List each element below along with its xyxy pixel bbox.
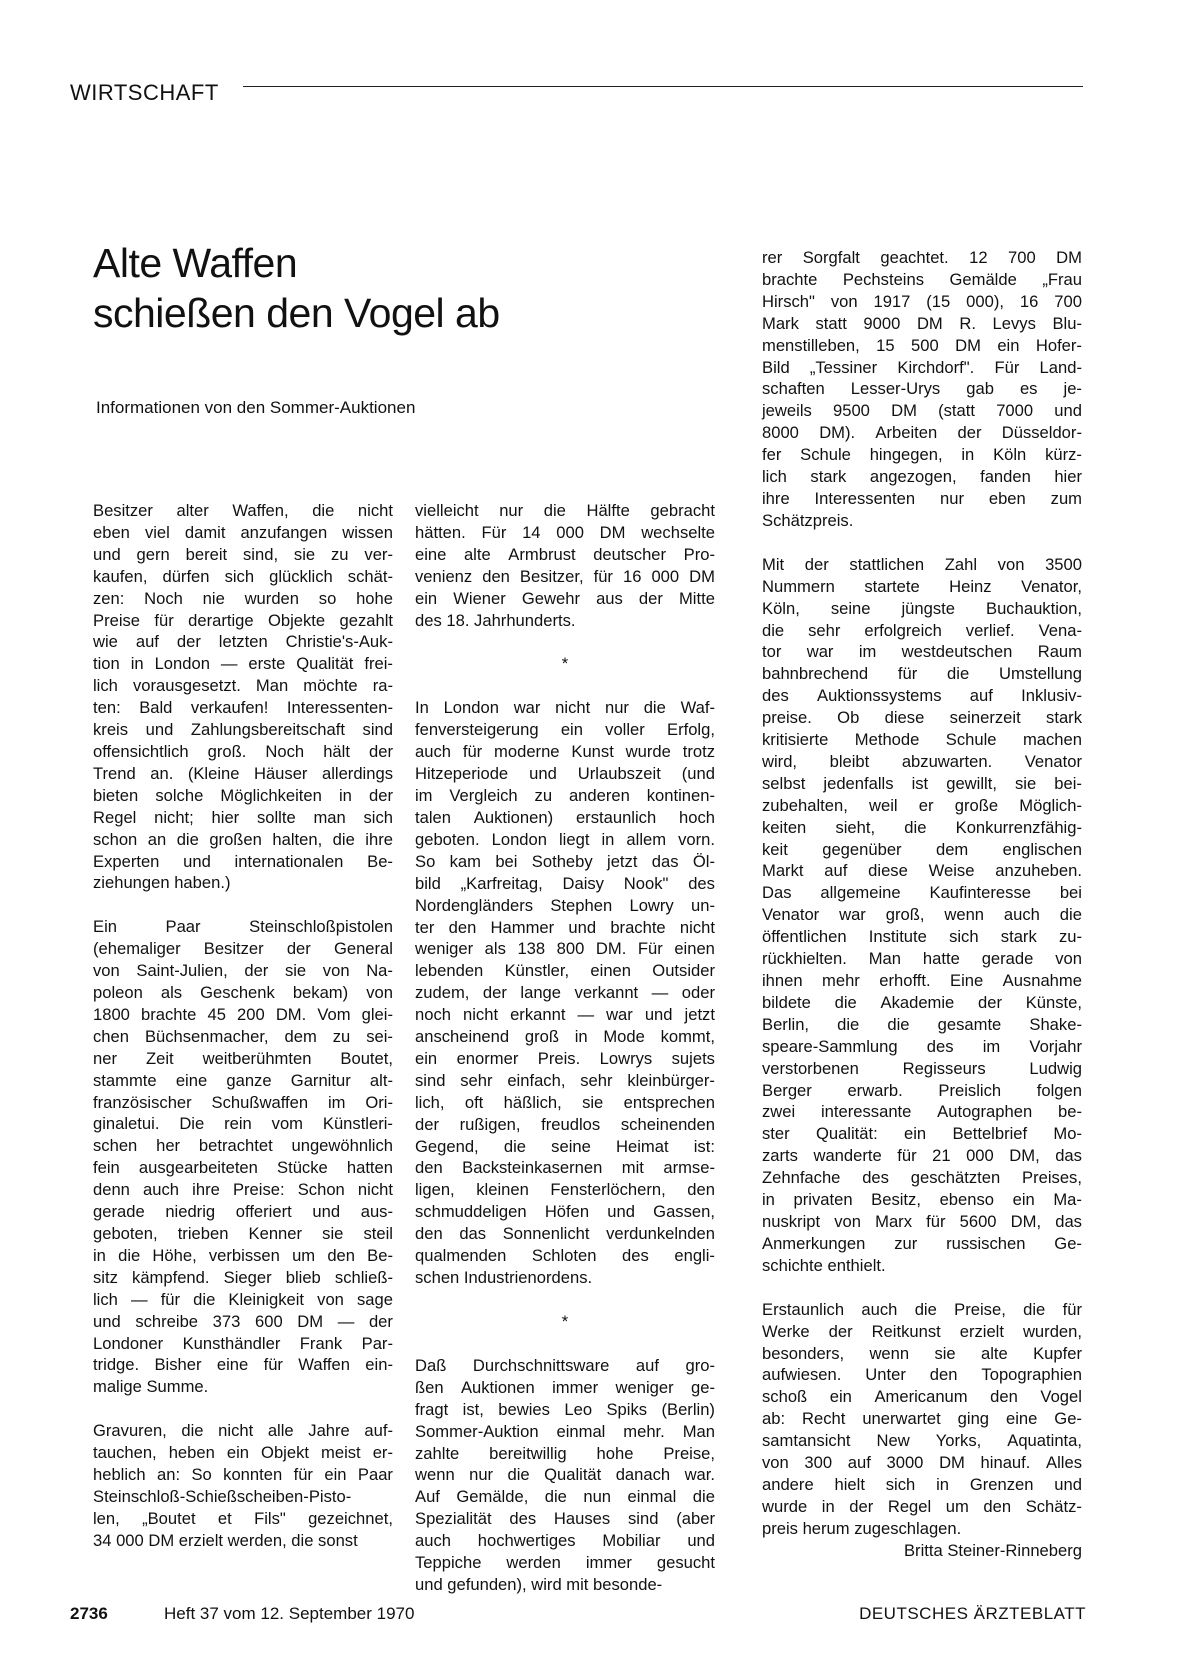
text-line: ster Qualität: ein Bettelbrief Mo- <box>762 1124 1082 1144</box>
text-line: Daß Durchschnittsware auf gro- <box>415 1355 715 1375</box>
text-line: schen Industrienordens. <box>415 1268 593 1287</box>
text-line: Teppiche werden immer gesucht <box>415 1553 715 1573</box>
text-line: ten: Bald verkaufen! Interessenten- <box>93 698 393 718</box>
text-line: verstorbenen Regisseurs Ludwig <box>762 1058 1082 1078</box>
text-line: die sehr erfolgreich verlief. Vena- <box>762 620 1082 640</box>
text-line: eine alte Armbrust deutscher Pro- <box>415 544 715 564</box>
text-line: heblich an: So konnten für ein Paar <box>93 1465 393 1485</box>
text-line: ihre Interessenten nur eben zum <box>762 488 1082 508</box>
text-line: Schätzpreis. <box>762 510 854 530</box>
text-line: schoß ein Americanum den Vogel <box>762 1387 1082 1407</box>
paragraph-gap <box>93 894 393 916</box>
text-line: Sommer-Auktion einmal mehr. Man <box>415 1421 715 1441</box>
text-line: Auf Gemälde, die nun einmal die <box>415 1487 715 1507</box>
text-line: denn auch ihre Preise: Schon nicht <box>93 1180 393 1200</box>
text-line: schen her betrachtet ungewöhnlich <box>93 1136 393 1156</box>
text-line: tion in London — erste Qualität frei- <box>93 654 393 674</box>
header-rule <box>243 86 1083 87</box>
headline-line: schießen den Vogel ab <box>93 290 500 336</box>
text-line: ein enormer Preis. Lowrys sujets <box>415 1048 715 1068</box>
text-line: preise. Ob diese seinerzeit stark <box>762 708 1082 728</box>
text-line: schichte enthielt. <box>762 1255 886 1275</box>
text-line: lich — für die Kleinigkeit von sage <box>93 1289 393 1309</box>
text-line: den das Sonnenlicht verdunkelnden <box>415 1224 715 1244</box>
text-line: wurde in der Regel um den Schätz- <box>762 1496 1082 1516</box>
text-line: von 300 auf 3000 DM hinauf. Alles <box>762 1453 1082 1473</box>
text-line: Experten und internationalen Be- <box>93 851 393 871</box>
text-line: geboten. London liegt in allem vorn. <box>415 829 715 849</box>
text-line: und schreibe 373 600 DM — der <box>93 1311 393 1331</box>
article-subtitle: Informationen von den Sommer-Auktionen <box>96 398 416 417</box>
text-line: Erstaunlich auch die Preise, die für <box>762 1299 1082 1319</box>
text-line: tridge. Bisher eine für Waffen ein- <box>93 1355 393 1375</box>
text-line: sitz kämpfend. Sieger blieb schließ- <box>93 1267 393 1287</box>
text-line: Trend an. (Kleine Häuser allerdings <box>93 763 393 783</box>
text-line: Nordengländers Stephen Lowry un- <box>415 895 715 915</box>
text-line: offensichtlich groß. Noch hält der <box>93 741 393 761</box>
text-line: bahnbrechend für die Umstellung <box>762 664 1082 684</box>
text-line: ter den Hammer und brachte nicht <box>415 917 715 937</box>
text-line: wird, bleibt abzuwarten. Venator <box>762 751 1082 771</box>
text-line: bieten solche Möglichkeiten in der <box>93 785 393 805</box>
paragraph-gap <box>93 1398 393 1420</box>
text-line: fein ausgearbeiteten Stücke hatten <box>93 1158 393 1178</box>
text-line: 1800 brachte 45 200 DM. Vom glei- <box>93 1004 393 1024</box>
text-line: lich vorausgesetzt. Man möchte ra- <box>93 676 393 696</box>
text-line: den Backsteinkasernen mit armse- <box>415 1158 715 1178</box>
text-line: zwei interessante Autographen be- <box>762 1102 1082 1122</box>
text-line: des Auktionssystems auf Inklusiv- <box>762 686 1082 706</box>
text-line: auch für moderne Kunst wurde trotz <box>415 742 715 762</box>
text-line: kaufen, dürfen sich glücklich schät- <box>93 566 393 586</box>
text-line: Das allgemeine Kaufinteresse bei <box>762 883 1082 903</box>
text-line: öffentlichen Institute sich stark zu- <box>762 927 1082 947</box>
text-line: Gravuren, die nicht alle Jahre auf- <box>93 1421 393 1441</box>
text-line: Berlin, die die gesamte Shake- <box>762 1014 1082 1034</box>
text-line: preis herum zugeschlagen. <box>762 1518 962 1538</box>
text-line: schon an die großen halten, die ihre <box>93 829 393 849</box>
text-line: zubehalten, weil er große Möglich- <box>762 795 1082 815</box>
text-line: ein Wiener Gewehr aus der Mitte <box>415 588 715 608</box>
section-label: WIRTSCHAFT <box>70 80 219 105</box>
text-line: aufwiesen. Unter den Topographien <box>762 1365 1082 1385</box>
text-line: ner Zeit weitberühmten Boutet, <box>93 1048 393 1068</box>
column-1 <box>93 500 393 1552</box>
text-line: ginaletui. Die rein vom Künstleri- <box>93 1114 393 1134</box>
text-line: zarts wanderte für 21 000 DM, das <box>762 1146 1082 1166</box>
text-line: malige Summe. <box>93 1377 209 1397</box>
text-line: andere hielt sich in Grenzen und <box>762 1474 1082 1494</box>
text-line: Gegend, die seine Heimat ist: <box>415 1136 715 1156</box>
text-line: eben viel damit anzufangen wissen <box>93 522 393 542</box>
column-2 <box>415 500 715 1596</box>
text-line: Preise für derartige Objekte gezahlt <box>93 610 393 630</box>
page-number: 2736 <box>70 1604 108 1623</box>
text-line: tor war im westdeutschen Raum <box>762 642 1082 662</box>
text-line: schmuddeligen Höfen und Gassen, <box>415 1202 715 1222</box>
text-line: Ein Paar Steinschloßpistolen <box>93 917 393 937</box>
text-line: fer Schule hingegen, in Köln kürz- <box>762 445 1082 465</box>
author-signature: Britta Steiner-Rinneberg <box>903 1540 1082 1560</box>
text-line: französischer Schußwaffen im Ori- <box>93 1092 393 1112</box>
section-separator: * <box>561 654 569 674</box>
text-line: speare-Sammlung des im Vorjahr <box>762 1036 1082 1056</box>
text-line: auch hochwertiges Mobiliar und <box>415 1531 715 1551</box>
text-line: kritisierte Methode Schule machen <box>762 730 1082 750</box>
column-3 <box>762 247 1082 1562</box>
text-line: geboten, trieben Kenner sie steil <box>93 1224 393 1243</box>
text-line: Köln, seine jüngste Buchauktion, <box>762 598 1082 618</box>
text-line: im Vergleich zu anderen kontinen- <box>415 786 715 806</box>
text-line: Hirsch" von 1917 (15 000), 16 700 <box>762 291 1082 311</box>
text-line: lebenden Künstler, einen Outsider <box>415 961 715 981</box>
text-line: nuskript von Marx für 5600 DM, das <box>762 1211 1082 1231</box>
article-headline <box>93 238 653 338</box>
text-line: Regel nicht; hier sollte man sich <box>93 807 393 827</box>
text-line: bild „Karfreitag, Daisy Nook" des <box>415 873 715 893</box>
text-line: gerade niedrig offeriert und aus- <box>93 1202 393 1222</box>
text-line: ziehungen haben.) <box>93 873 231 893</box>
text-line: Anmerkungen zur russischen Ge- <box>762 1233 1082 1253</box>
text-line: Spezialität des Hauses sind (aber <box>415 1509 715 1529</box>
publication-name: DEUTSCHES ÄRZTEBLATT <box>859 1604 1086 1623</box>
text-line: Venator war groß, wenn auch die <box>762 905 1082 925</box>
text-line: So kam bei Sotheby jetzt das Öl- <box>415 851 715 871</box>
text-line: Hitzeperiode und Urlaubszeit (und <box>415 764 715 784</box>
text-line: und gefunden), wird mit besonde- <box>415 1574 663 1594</box>
text-line: keiten sieht, die Konkurrenzfähig- <box>762 817 1082 837</box>
text-line: talen Auktionen) erstaunlich hoch <box>415 807 715 827</box>
text-line: Londoner Kunsthändler Frank Par- <box>93 1333 393 1353</box>
text-line: samtansicht New Yorks, Aquatinta, <box>762 1431 1082 1451</box>
text-line: ßen Auktionen immer weniger ge- <box>415 1377 715 1397</box>
text-line: rückhielten. Man hatte gerade von <box>762 949 1082 969</box>
text-line: von Saint-Julien, der sie von Na- <box>93 961 393 981</box>
text-line: menstilleben, 15 500 DM ein Hofer- <box>762 335 1082 355</box>
text-line: stammte eine ganze Garnitur alt- <box>93 1070 393 1090</box>
text-line: anscheinend groß in Mode kommt, <box>415 1027 715 1047</box>
text-line: fenversteigerung ein voller Erfolg, <box>415 720 715 740</box>
text-line: schaften Lesser-Urys gab es je- <box>762 379 1082 399</box>
text-line: Steinschloß-Schießscheiben-Pisto- <box>93 1486 352 1506</box>
text-line: 34 000 DM erzielt werden, die sonst <box>93 1530 358 1550</box>
text-line: kreis und Zahlungsbereitschaft sind <box>93 720 393 740</box>
text-line: Werke der Reitkunst erzielt wurden, <box>762 1321 1082 1341</box>
text-line: 8000 DM). Arbeiten der Düsseldor- <box>762 423 1082 443</box>
text-line: noch nicht erkannt — war und jetzt <box>415 1005 715 1025</box>
text-line: zen: Noch nie wurden so hohe <box>93 588 393 608</box>
text-line: lich, oft häßlich, sie entsprechen <box>415 1092 715 1112</box>
text-line: Mark statt 9000 DM R. Levys Blu- <box>762 313 1082 333</box>
text-line: lich stark angezogen, fanden hier <box>762 467 1082 487</box>
paragraph-gap <box>415 1289 715 1311</box>
issue-info: Heft 37 vom 12. September 1970 <box>164 1604 415 1623</box>
text-line: venienz den Besitzer, für 16 000 DM <box>415 566 715 586</box>
text-line: Zehnfache des geschätzten Preises, <box>762 1168 1082 1188</box>
text-line: Nummern startete Heinz Venator, <box>762 576 1082 596</box>
text-line: Markt auf diese Weise anzuheben. <box>762 861 1082 881</box>
text-line: vielleicht nur die Hälfte gebracht <box>415 501 715 520</box>
text-line: Mit der stattlichen Zahl von 3500 <box>762 554 1082 574</box>
text-line: chen Büchsenmacher, dem zu sei- <box>93 1026 393 1046</box>
text-line: jeweils 9500 DM (statt 7000 und <box>762 401 1082 421</box>
text-line: rer Sorgfalt geachtet. 12 700 DM <box>762 248 1082 267</box>
text-line: zudem, der lange verkannt — oder <box>415 983 715 1003</box>
text-line: in die Höhe, verbissen um den Be- <box>93 1245 393 1265</box>
text-line: wenn nur die Qualität danach war. <box>415 1465 715 1485</box>
headline-line: Alte Waffen <box>93 240 298 286</box>
paragraph-gap <box>762 1277 1082 1299</box>
text-line: besonders, wenn sie alte Kupfer <box>762 1343 1082 1363</box>
text-line: Berger erwarb. Preislich folgen <box>762 1080 1082 1100</box>
text-line: und gern bereit sind, sie zu ver- <box>93 544 393 564</box>
text-line: sind sehr einfach, sehr kleinbürger- <box>415 1070 715 1090</box>
text-line: hätten. Für 14 000 DM wechselte <box>415 522 715 542</box>
paragraph-gap <box>415 675 715 697</box>
paragraph-gap <box>415 1333 715 1355</box>
text-line: Besitzer alter Waffen, die nicht <box>93 501 393 520</box>
text-line: in privaten Besitz, ebenso ein Ma- <box>762 1190 1082 1210</box>
text-line: wie auf der letzten Christie's-Auk- <box>93 632 393 652</box>
text-line: poleon als Geschenk bekam) von <box>93 983 393 1003</box>
text-line: der rußigen, freudlos scheinenden <box>415 1114 715 1134</box>
text-line: zahlte bereitwillig hohe Preise, <box>415 1443 715 1463</box>
text-line: brachte Pechsteins Gemälde „Frau <box>762 269 1082 289</box>
text-line: ligen, kleinen Fensterlöchern, den <box>415 1180 715 1200</box>
section-separator: * <box>561 1311 569 1331</box>
paragraph-gap <box>415 631 715 653</box>
text-line: selbst jedenfalls ist gewillt, sie bei- <box>762 773 1082 793</box>
text-line: bildete die Akademie der Künste, <box>762 992 1082 1012</box>
text-line: des 18. Jahrhunderts. <box>415 610 576 630</box>
text-line: ihnen mehr erhofft. Eine Ausnahme <box>762 971 1082 990</box>
text-line: In London war nicht nur die Waf- <box>415 698 715 718</box>
text-line: Bild „Tessiner Kirchdorf". Für Land- <box>762 357 1082 377</box>
text-line: keit gegenüber dem englischen <box>762 839 1082 859</box>
text-line: qualmenden Schloten des engli- <box>415 1246 715 1266</box>
text-line: (ehemaliger Besitzer der General <box>93 939 393 959</box>
text-line: len, „Boutet et Fils" gezeichnet, <box>93 1508 393 1528</box>
text-line: ab: Recht unerwartet ging eine Ge- <box>762 1409 1082 1429</box>
paragraph-gap <box>762 532 1082 554</box>
text-line: weniger als 138 800 DM. Für einen <box>415 939 715 959</box>
text-line: tauchen, heben ein Objekt meist er- <box>93 1443 393 1463</box>
text-line: fragt ist, bewies Leo Spiks (Berlin) <box>415 1399 715 1419</box>
